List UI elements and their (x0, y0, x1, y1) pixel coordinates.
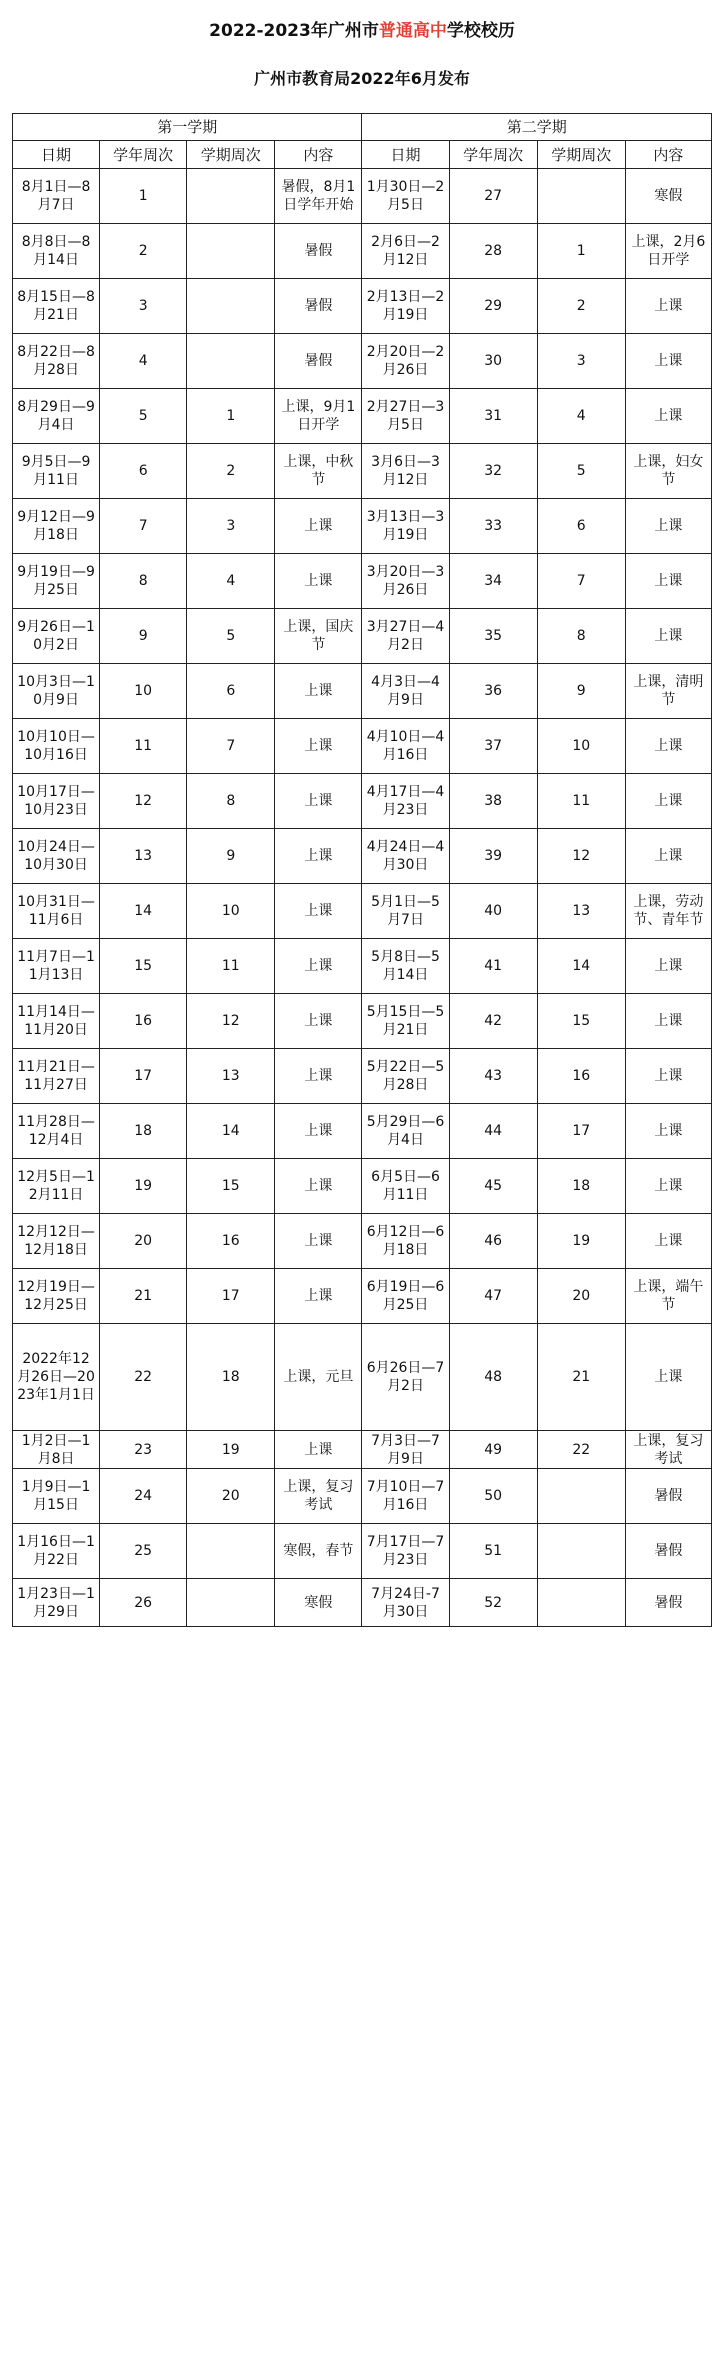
title-prefix: 2022-2023年广州市 (209, 21, 379, 41)
date-cell: 12月5日—12月11日 (13, 1159, 100, 1214)
content-cell: 上课 (275, 1104, 362, 1159)
term-week-cell: 20 (187, 1469, 275, 1524)
col-header-date: 日期 (13, 141, 100, 169)
term-week-cell: 12 (187, 994, 275, 1049)
table-row (13, 389, 712, 444)
term-week-cell: 14 (187, 1104, 275, 1159)
year-week-cell-2: 38 (449, 774, 537, 829)
content-cell-2: 上课 (625, 334, 711, 389)
term-week-cell-2: 3 (537, 334, 625, 389)
date-cell-2: 3月6日—3月12日 (362, 444, 449, 499)
title-suffix: 学校校历 (446, 21, 515, 41)
table-row (13, 719, 712, 774)
year-week-cell: 13 (100, 829, 187, 884)
term-week-cell: 7 (187, 719, 275, 774)
date-cell-2: 6月5日—6月11日 (362, 1159, 449, 1214)
date-cell: 8月8日—8月14日 (13, 224, 100, 279)
content-cell-2: 上课 (625, 389, 711, 444)
term-first-header: 第一学期 (13, 114, 362, 141)
table-row (13, 939, 712, 994)
term-week-cell-2: 8 (537, 609, 625, 664)
date-cell: 9月12日—9月18日 (13, 499, 100, 554)
year-week-cell-2: 44 (449, 1104, 537, 1159)
term-week-cell-2 (537, 169, 625, 224)
term-week-cell-2 (537, 1579, 625, 1627)
table-row (13, 444, 712, 499)
table-row (13, 1269, 712, 1324)
col-header-year-week: 学年周次 (100, 141, 187, 169)
content-cell-2: 上课 (625, 1324, 711, 1431)
year-week-cell-2: 45 (449, 1159, 537, 1214)
table-row (13, 499, 712, 554)
content-cell-2: 上课 (625, 774, 711, 829)
term-week-cell-2: 21 (537, 1324, 625, 1431)
content-cell-2: 暑假 (625, 1524, 711, 1579)
column-header-row (13, 141, 712, 169)
date-cell-2: 4月24日—4月30日 (362, 829, 449, 884)
term-week-cell-2: 6 (537, 499, 625, 554)
year-week-cell-2: 42 (449, 994, 537, 1049)
table-row (13, 609, 712, 664)
year-week-cell-2: 48 (449, 1324, 537, 1431)
year-week-cell-2: 30 (449, 334, 537, 389)
term-week-cell: 2 (187, 444, 275, 499)
term-week-cell: 4 (187, 554, 275, 609)
year-week-cell: 8 (100, 554, 187, 609)
term-week-cell: 18 (187, 1324, 275, 1431)
table-row (13, 1579, 712, 1627)
table-row (13, 1324, 712, 1431)
content-cell: 上课 (275, 994, 362, 1049)
year-week-cell: 12 (100, 774, 187, 829)
year-week-cell: 22 (100, 1324, 187, 1431)
term-week-cell-2: 16 (537, 1049, 625, 1104)
year-week-cell: 17 (100, 1049, 187, 1104)
date-cell: 11月14日—11月20日 (13, 994, 100, 1049)
table-row (13, 169, 712, 224)
year-week-cell-2: 39 (449, 829, 537, 884)
table-row (13, 1469, 712, 1524)
term-week-cell (187, 1579, 275, 1627)
content-cell: 寒假 (275, 1579, 362, 1627)
date-cell-2: 6月26日—7月2日 (362, 1324, 449, 1431)
content-cell: 上课 (275, 1214, 362, 1269)
date-cell: 8月22日—8月28日 (13, 334, 100, 389)
content-cell: 上课 (275, 1431, 362, 1469)
date-cell-2: 6月19日—6月25日 (362, 1269, 449, 1324)
date-cell-2: 5月29日—6月4日 (362, 1104, 449, 1159)
term-week-cell: 5 (187, 609, 275, 664)
term-week-cell: 13 (187, 1049, 275, 1104)
table-row (13, 1049, 712, 1104)
year-week-cell-2: 51 (449, 1524, 537, 1579)
col-header-term-week-2: 学期周次 (537, 141, 625, 169)
table-row (13, 994, 712, 1049)
content-cell: 暑假 (275, 334, 362, 389)
date-cell-2: 2月27日—3月5日 (362, 389, 449, 444)
term-week-cell (187, 1524, 275, 1579)
year-week-cell: 4 (100, 334, 187, 389)
content-cell: 上课 (275, 499, 362, 554)
content-cell: 上课 (275, 939, 362, 994)
content-cell-2: 寒假 (625, 169, 711, 224)
date-cell: 1月16日—1月22日 (13, 1524, 100, 1579)
year-week-cell: 21 (100, 1269, 187, 1324)
date-cell: 9月5日—9月11日 (13, 444, 100, 499)
content-cell: 暑假 (275, 224, 362, 279)
year-week-cell-2: 34 (449, 554, 537, 609)
date-cell: 1月23日—1月29日 (13, 1579, 100, 1627)
page-subtitle: 广州市教育局2022年6月发布 (254, 69, 470, 88)
date-cell-2: 4月17日—4月23日 (362, 774, 449, 829)
table-row (13, 1524, 712, 1579)
term-week-cell-2: 17 (537, 1104, 625, 1159)
year-week-cell-2: 40 (449, 884, 537, 939)
term-week-cell: 6 (187, 664, 275, 719)
content-cell-2: 上课 (625, 279, 711, 334)
year-week-cell: 11 (100, 719, 187, 774)
year-week-cell: 19 (100, 1159, 187, 1214)
year-week-cell-2: 43 (449, 1049, 537, 1104)
year-week-cell: 5 (100, 389, 187, 444)
table-row (13, 1104, 712, 1159)
content-cell-2: 上课，清明节 (625, 664, 711, 719)
page-title (0, 18, 724, 44)
date-cell-2: 4月10日—4月16日 (362, 719, 449, 774)
year-week-cell-2: 27 (449, 169, 537, 224)
term-week-cell-2: 2 (537, 279, 625, 334)
date-cell: 8月15日—8月21日 (13, 279, 100, 334)
term-week-cell: 1 (187, 389, 275, 444)
content-cell-2: 上课，劳动节、青年节 (625, 884, 711, 939)
table-row (13, 774, 712, 829)
content-cell-2: 暑假 (625, 1579, 711, 1627)
term-week-cell: 10 (187, 884, 275, 939)
content-cell: 上课，9月1日开学 (275, 389, 362, 444)
date-cell: 12月12日—12月18日 (13, 1214, 100, 1269)
year-week-cell-2: 41 (449, 939, 537, 994)
year-week-cell-2: 47 (449, 1269, 537, 1324)
table-row (13, 1159, 712, 1214)
date-cell-2: 7月3日—7月9日 (362, 1431, 449, 1469)
year-week-cell-2: 37 (449, 719, 537, 774)
term-week-cell-2: 4 (537, 389, 625, 444)
date-cell: 10月17日—10月23日 (13, 774, 100, 829)
term-week-cell-2: 9 (537, 664, 625, 719)
col-header-term-week: 学期周次 (187, 141, 275, 169)
term-week-cell-2: 11 (537, 774, 625, 829)
term-week-cell-2: 10 (537, 719, 625, 774)
content-cell-2: 上课 (625, 554, 711, 609)
content-cell: 上课，复习考试 (275, 1469, 362, 1524)
date-cell-2: 3月20日—3月26日 (362, 554, 449, 609)
date-cell-2: 7月10日—7月16日 (362, 1469, 449, 1524)
term-header-row (13, 114, 712, 141)
year-week-cell-2: 35 (449, 609, 537, 664)
term-week-cell-2: 1 (537, 224, 625, 279)
date-cell: 10月24日—10月30日 (13, 829, 100, 884)
year-week-cell: 18 (100, 1104, 187, 1159)
date-cell: 11月28日—12月4日 (13, 1104, 100, 1159)
school-calendar-table (12, 113, 712, 1627)
term-week-cell (187, 279, 275, 334)
term-week-cell-2: 22 (537, 1431, 625, 1469)
year-week-cell-2: 49 (449, 1431, 537, 1469)
year-week-cell: 25 (100, 1524, 187, 1579)
date-cell-2: 5月8日—5月14日 (362, 939, 449, 994)
year-week-cell: 6 (100, 444, 187, 499)
content-cell-2: 上课 (625, 719, 711, 774)
content-cell-2: 上课 (625, 1049, 711, 1104)
content-cell: 上课 (275, 884, 362, 939)
year-week-cell-2: 28 (449, 224, 537, 279)
date-cell-2: 2月13日—2月19日 (362, 279, 449, 334)
date-cell: 1月2日—1月8日 (13, 1431, 100, 1469)
content-cell-2: 上课，妇女节 (625, 444, 711, 499)
content-cell-2: 上课，2月6日开学 (625, 224, 711, 279)
year-week-cell: 9 (100, 609, 187, 664)
date-cell: 11月7日—11月13日 (13, 939, 100, 994)
date-cell: 12月19日—12月25日 (13, 1269, 100, 1324)
table-row (13, 664, 712, 719)
term-week-cell-2 (537, 1524, 625, 1579)
date-cell: 8月1日—8月7日 (13, 169, 100, 224)
content-cell: 暑假 (275, 279, 362, 334)
term-week-cell-2: 18 (537, 1159, 625, 1214)
date-cell-2: 6月12日—6月18日 (362, 1214, 449, 1269)
content-cell: 上课 (275, 774, 362, 829)
date-cell: 2022年12月26日—2023年1月1日 (13, 1324, 100, 1431)
date-cell: 11月21日—11月27日 (13, 1049, 100, 1104)
year-week-cell-2: 52 (449, 1579, 537, 1627)
year-week-cell: 7 (100, 499, 187, 554)
year-week-cell-2: 31 (449, 389, 537, 444)
content-cell-2: 上课 (625, 499, 711, 554)
year-week-cell-2: 46 (449, 1214, 537, 1269)
date-cell-2: 2月6日—2月12日 (362, 224, 449, 279)
year-week-cell: 24 (100, 1469, 187, 1524)
term-week-cell-2: 15 (537, 994, 625, 1049)
term-week-cell: 16 (187, 1214, 275, 1269)
col-header-content-2: 内容 (625, 141, 711, 169)
year-week-cell: 2 (100, 224, 187, 279)
title-highlight: 普通高中 (378, 21, 447, 41)
year-week-cell-2: 36 (449, 664, 537, 719)
year-week-cell: 15 (100, 939, 187, 994)
content-cell-2: 上课，端午节 (625, 1269, 711, 1324)
year-week-cell-2: 29 (449, 279, 537, 334)
term-week-cell-2: 5 (537, 444, 625, 499)
term-week-cell: 19 (187, 1431, 275, 1469)
term-week-cell: 15 (187, 1159, 275, 1214)
table-row (13, 1214, 712, 1269)
table-row (13, 554, 712, 609)
term-week-cell-2: 19 (537, 1214, 625, 1269)
content-cell-2: 上课 (625, 829, 711, 884)
term-week-cell: 17 (187, 1269, 275, 1324)
date-cell-2: 7月17日—7月23日 (362, 1524, 449, 1579)
content-cell: 上课，元旦 (275, 1324, 362, 1431)
year-week-cell-2: 33 (449, 499, 537, 554)
date-cell-2: 5月15日—5月21日 (362, 994, 449, 1049)
term-week-cell (187, 169, 275, 224)
term-week-cell-2 (537, 1469, 625, 1524)
date-cell-2: 1月30日—2月5日 (362, 169, 449, 224)
content-cell: 暑假，8月1日学年开始 (275, 169, 362, 224)
table-row (13, 224, 712, 279)
table-row (13, 884, 712, 939)
term-week-cell: 3 (187, 499, 275, 554)
date-cell-2: 4月3日—4月9日 (362, 664, 449, 719)
term-week-cell-2: 13 (537, 884, 625, 939)
content-cell: 上课，国庆节 (275, 609, 362, 664)
date-cell-2: 3月27日—4月2日 (362, 609, 449, 664)
table-row (13, 829, 712, 884)
table-row (13, 279, 712, 334)
term-week-cell-2: 7 (537, 554, 625, 609)
content-cell-2: 上课，复习考试 (625, 1431, 711, 1469)
col-header-year-week-2: 学年周次 (449, 141, 537, 169)
content-cell: 上课 (275, 1159, 362, 1214)
content-cell-2: 暑假 (625, 1469, 711, 1524)
date-cell: 8月29日—9月4日 (13, 389, 100, 444)
col-header-content: 内容 (275, 141, 362, 169)
date-cell: 9月26日—10月2日 (13, 609, 100, 664)
year-week-cell: 20 (100, 1214, 187, 1269)
year-week-cell: 26 (100, 1579, 187, 1627)
date-cell-2: 3月13日—3月19日 (362, 499, 449, 554)
term-week-cell-2: 14 (537, 939, 625, 994)
term-week-cell: 8 (187, 774, 275, 829)
date-cell: 10月3日—10月9日 (13, 664, 100, 719)
term-week-cell: 9 (187, 829, 275, 884)
date-cell-2: 5月22日—5月28日 (362, 1049, 449, 1104)
term-week-cell-2: 20 (537, 1269, 625, 1324)
date-cell-2: 2月20日—2月26日 (362, 334, 449, 389)
content-cell-2: 上课 (625, 1214, 711, 1269)
date-cell: 10月31日—11月6日 (13, 884, 100, 939)
date-cell-2: 7月24日-7月30日 (362, 1579, 449, 1627)
date-cell: 10月10日—10月16日 (13, 719, 100, 774)
content-cell: 上课 (275, 554, 362, 609)
col-header-date-2: 日期 (362, 141, 449, 169)
year-week-cell-2: 32 (449, 444, 537, 499)
content-cell: 上课 (275, 829, 362, 884)
year-week-cell: 14 (100, 884, 187, 939)
date-cell: 9月19日—9月25日 (13, 554, 100, 609)
content-cell: 上课 (275, 719, 362, 774)
term-second-header: 第二学期 (362, 114, 712, 141)
year-week-cell: 10 (100, 664, 187, 719)
table-row (13, 334, 712, 389)
year-week-cell: 23 (100, 1431, 187, 1469)
content-cell: 上课 (275, 1049, 362, 1104)
content-cell-2: 上课 (625, 1104, 711, 1159)
table-row (13, 1431, 712, 1469)
content-cell-2: 上课 (625, 994, 711, 1049)
content-cell: 上课 (275, 1269, 362, 1324)
term-week-cell: 11 (187, 939, 275, 994)
term-week-cell (187, 334, 275, 389)
year-week-cell-2: 50 (449, 1469, 537, 1524)
date-cell-2: 5月1日—5月7日 (362, 884, 449, 939)
content-cell-2: 上课 (625, 609, 711, 664)
year-week-cell: 3 (100, 279, 187, 334)
year-week-cell: 1 (100, 169, 187, 224)
term-week-cell (187, 224, 275, 279)
content-cell-2: 上课 (625, 939, 711, 994)
content-cell: 寒假，春节 (275, 1524, 362, 1579)
year-week-cell: 16 (100, 994, 187, 1049)
term-week-cell-2: 12 (537, 829, 625, 884)
content-cell: 上课 (275, 664, 362, 719)
date-cell: 1月9日—1月15日 (13, 1469, 100, 1524)
content-cell: 上课，中秋节 (275, 444, 362, 499)
content-cell-2: 上课 (625, 1159, 711, 1214)
